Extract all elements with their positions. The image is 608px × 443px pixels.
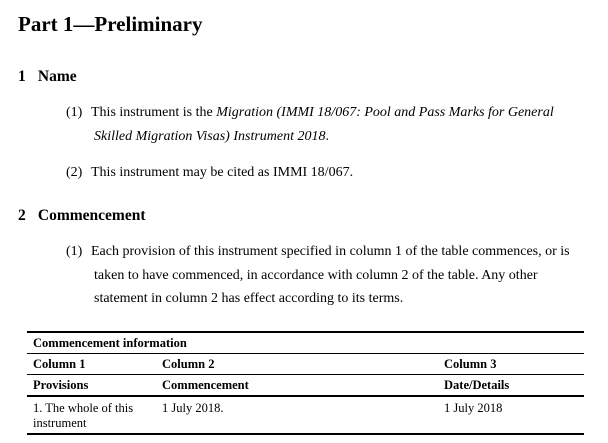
subsection-text-end: . [325, 128, 329, 144]
subsection-text: This instrument is the [91, 105, 217, 120]
table-row [27, 396, 584, 434]
subsection-number: (1) [66, 244, 83, 259]
table-cell-commencement: 1 July 2018. [156, 396, 438, 434]
part-title: Part 1—Preliminary [18, 12, 203, 36]
column-1-subheader: Provisions [27, 375, 156, 397]
column-2-subheader: Commencement [156, 375, 438, 397]
subsection-text: This instrument may be cited as IMMI 18/067. [91, 165, 354, 180]
column-2-header: Column 2 [156, 354, 438, 375]
table-caption: Commencement information [27, 332, 584, 354]
section-1-title: Name [37, 68, 77, 85]
section-1-number: 1 [18, 68, 26, 85]
section-2-title: Commencement [37, 207, 146, 224]
column-1-header: Column 1 [27, 354, 156, 375]
subsection-text-line-3: statement in column 2 has effect according to its terms. [94, 291, 404, 306]
subsection-number: (1) [66, 105, 83, 120]
column-3-subheader: Date/Details [438, 375, 584, 397]
instrument-name-continued: Skilled Migration Visas) Instrument 2018 [94, 128, 326, 144]
table-cell-provisions: 1. The whole of this instrument [27, 396, 156, 434]
subsection-number: (2) [66, 165, 83, 180]
table-cell-date-details: 1 July 2018 [438, 396, 584, 434]
subsection-text-line-2: taken to have commenced, in accordance with column 2 of the table. Any other [94, 267, 538, 283]
section-1-subsection-1 [66, 101, 596, 148]
instrument-name: Migration (IMMI 18/067: Pool and Pass Marks for General [216, 105, 554, 120]
section-2-subsection-1 [66, 240, 596, 311]
commencement-table-block [27, 331, 584, 435]
section-2-heading [18, 206, 145, 226]
section-1-heading [18, 67, 77, 87]
commencement-table [27, 331, 584, 435]
section-2-number: 2 [18, 207, 26, 224]
column-3-header: Column 3 [438, 354, 584, 375]
section-1-subsection-2 [66, 161, 596, 185]
subsection-text-line-1: Each provision of this instrument specified in column 1 of the table commences, or is [91, 244, 570, 259]
